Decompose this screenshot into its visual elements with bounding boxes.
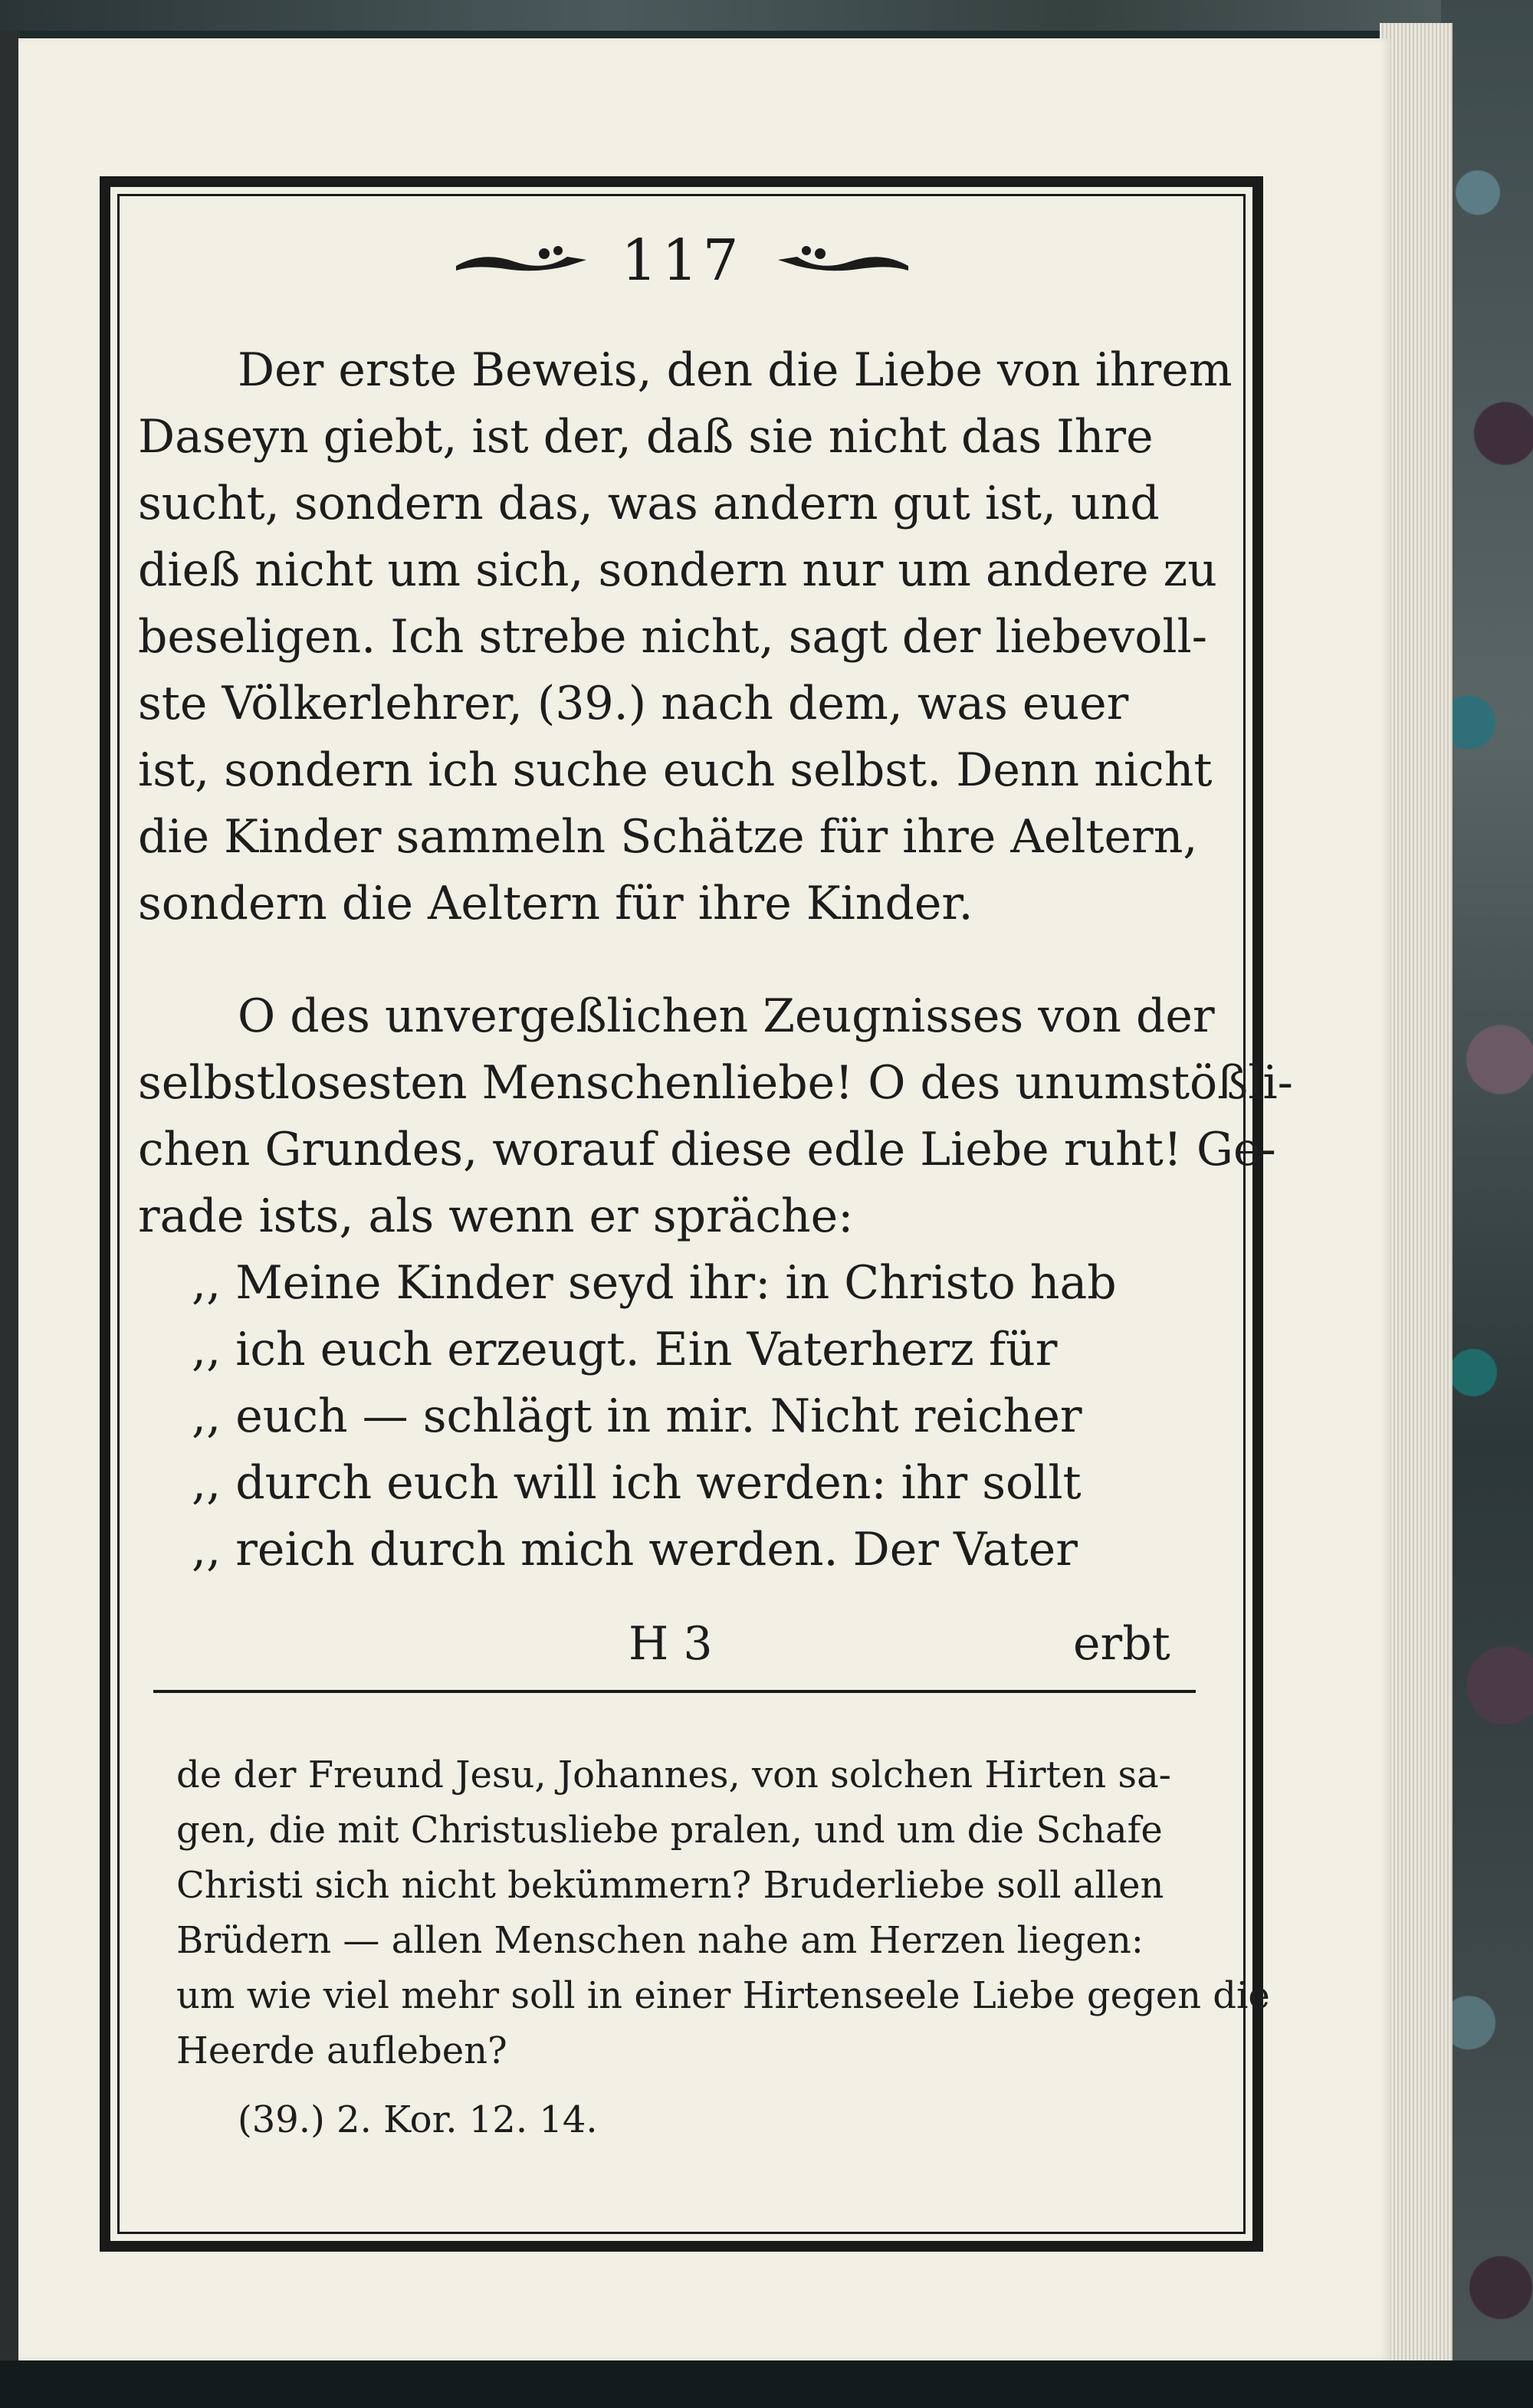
page-header (414, 228, 950, 294)
marbled-cover (1441, 0, 1533, 2408)
footnote-line: Brüdern — allen Menschen nahe am Herzen liegen: (176, 1919, 1144, 1962)
book-left-edge (0, 31, 20, 2360)
text-line: die Kinder sammeln Schätze für ihre Aeltern, (138, 810, 1198, 864)
paragraph-2 (138, 983, 1293, 1250)
quote-line: ,, durch euch will ich werden: ihr sollt (192, 1456, 1082, 1510)
footnote-line: de der Freund Jesu, Johannes, von solchen Hirten sa- (176, 1754, 1171, 1796)
quote-line: ,, Meine Kinder seyd ihr: in Christo hab (192, 1256, 1117, 1310)
catchword: erbt (1073, 1617, 1170, 1671)
quote-line: ,, reich durch mich werden. Der Vater (192, 1523, 1078, 1576)
footnote-line: gen, die mit Christusliebe pralen, und um die Schafe (176, 1809, 1163, 1852)
text-line: dieß nicht um sich, sondern nur um andere zu (138, 543, 1217, 597)
footnote-rule (153, 1690, 1196, 1693)
paragraph-1 (138, 337, 1233, 937)
text-line: Der erste Beweis, den die Liebe von ihrem (238, 343, 1233, 397)
footnote-line: Christi sich nicht bekümmern? Bruderliebe soll allen (176, 1864, 1164, 1907)
text-line: beseligen. Ich strebe nicht, sagt der liebevoll- (138, 610, 1208, 664)
book-top-edge (0, 0, 1533, 31)
signature-mark: H 3 (629, 1617, 713, 1671)
page-footer-line (138, 1617, 1211, 1678)
right-ornament-icon (774, 243, 912, 278)
text-line: chen Grundes, worauf diese edle Liebe ruht! Ge- (138, 1123, 1276, 1176)
footnotes (176, 1747, 1270, 2147)
page-block-edges (1380, 23, 1453, 2360)
footnote-reference: (39.) 2. Kor. 12. 14. (238, 2098, 598, 2141)
book-bottom-edge (0, 2360, 1533, 2408)
quotation (138, 1250, 1211, 1583)
quote-line: ,, ich euch erzeugt. Ein Vaterherz für (192, 1323, 1058, 1376)
text-line: ste Völkerlehrer, (39.) nach dem, was euer (138, 677, 1129, 730)
text-line: rade ists, als wenn er spräche: (138, 1189, 854, 1243)
page-number: 117 (621, 228, 744, 294)
footnote-line: um wie viel mehr soll in einer Hirtenseele Liebe gegen die (176, 1974, 1270, 2017)
quote-line: ,, euch — schlägt in mir. Nicht reicher (192, 1389, 1082, 1443)
main-text (138, 337, 1293, 1583)
text-line: O des unvergeßlichen Zeugnisses von der (238, 989, 1215, 1043)
text-line: sucht, sondern das, was andern gut ist, und (138, 477, 1160, 530)
text-line: sondern die Aeltern für ihre Kinder. (138, 877, 973, 930)
text-line: ist, sondern ich suche euch selbst. Denn nicht (138, 743, 1213, 797)
footnote-line: Heerde aufleben? (176, 2029, 507, 2072)
text-line: selbstlosesten Menschenliebe! O des unumstößli- (138, 1056, 1293, 1110)
left-ornament-icon (452, 243, 590, 278)
text-line: Daseyn giebt, ist der, daß sie nicht das Ihre (138, 410, 1154, 464)
